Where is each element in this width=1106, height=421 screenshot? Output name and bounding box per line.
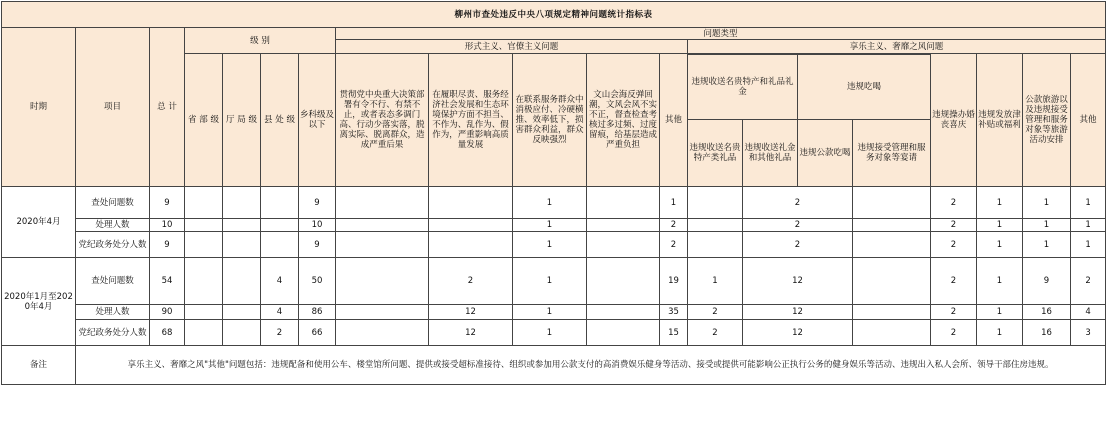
header-gift-b: 违规收送礼金和其他礼品 [743,120,798,187]
value-cell: 1 [513,320,587,346]
item-cell: 查处问题数 [76,187,150,219]
header-hedonism-allowance: 违规发放津补贴或福利 [977,54,1023,187]
value-cell: 4 [261,305,299,320]
value-cell: 66 [299,320,336,346]
value-cell: 2 [660,232,688,258]
value-cell [336,258,429,305]
value-cell: 1 [1071,187,1106,219]
value-cell: 2 [931,232,977,258]
value-cell: 12 [429,320,513,346]
value-cell: 1 [660,187,688,219]
header-formalism-4: 文山会海反弹回潮，文风会风不实不正，督查检查考核过多过频、过度留痕，给基层造成严重负担 [587,54,660,187]
value-cell [587,232,660,258]
value-cell [223,187,261,219]
value-cell: 2 [688,305,743,320]
header-hedonism-other: 其他 [1071,54,1106,187]
value-cell: 2 [660,219,688,232]
value-cell: 35 [660,305,688,320]
value-cell: 1 [977,258,1023,305]
value-cell [185,258,223,305]
note-label: 备注 [2,346,76,385]
value-cell [261,219,299,232]
header-gift-a: 违规收送名贵特产类礼品 [688,120,743,187]
value-cell [587,187,660,219]
value-cell: 1 [513,187,587,219]
value-cell [185,187,223,219]
value-cell [336,232,429,258]
value-cell [587,305,660,320]
header-formalism-2: 在履职尽责、服务经济社会发展和生态环境保护方面不担当、不作为、乱作为、假作为，严重影响高质量发展 [429,54,513,187]
value-cell [185,232,223,258]
value-cell: 54 [150,258,185,305]
value-cell [587,258,660,305]
item-cell: 处理人数 [76,305,150,320]
period-cell: 2020年4月 [2,187,76,258]
data-rows [2,187,1106,346]
value-cell [587,219,660,232]
value-cell: 1 [1023,219,1071,232]
item-cell: 处理人数 [76,219,150,232]
header-total: 总 计 [150,28,185,187]
value-cell [261,187,299,219]
header-formalism-3: 在联系服务群众中消极应付、冷硬横推、效率低下，损害群众利益，群众反映强烈 [513,54,587,187]
value-cell [853,305,931,320]
value-cell: 1 [1023,187,1071,219]
value-cell [336,219,429,232]
header-problem-type: 问题类型 [336,28,1106,40]
value-cell: 2 [261,320,299,346]
value-cell: 2 [743,232,853,258]
value-cell: 2 [931,219,977,232]
period-cell: 2020年1月至2020年4月 [2,258,76,346]
value-cell: 2 [931,320,977,346]
value-cell: 1 [513,232,587,258]
value-cell [185,320,223,346]
value-cell: 9 [150,187,185,219]
value-cell [688,232,743,258]
value-cell: 4 [261,258,299,305]
value-cell: 2 [429,258,513,305]
value-cell: 12 [429,305,513,320]
header-level-province: 省 部 级 [185,54,223,187]
value-cell: 9 [299,232,336,258]
value-cell [223,320,261,346]
item-cell: 党纪政务处分人数 [76,232,150,258]
value-cell: 10 [150,219,185,232]
value-cell: 50 [299,258,336,305]
value-cell: 1 [513,258,587,305]
table-row [2,232,1106,258]
value-cell: 1 [977,305,1023,320]
value-cell: 2 [1071,258,1106,305]
header-item: 项目 [76,28,150,187]
value-cell [688,187,743,219]
value-cell: 12 [743,258,853,305]
value-cell: 1 [977,187,1023,219]
value-cell: 68 [150,320,185,346]
value-cell: 15 [660,320,688,346]
table-row [2,258,1106,305]
value-cell [429,219,513,232]
value-cell: 2 [931,258,977,305]
value-cell: 3 [1071,320,1106,346]
statistics-sheet [1,1,1097,419]
value-cell: 1 [1071,219,1106,232]
header-level: 级 别 [185,28,336,54]
value-cell [853,232,931,258]
value-cell: 1 [513,219,587,232]
header-formalism-other: 其他 [660,54,688,187]
table-row [2,187,1106,219]
value-cell: 1 [688,258,743,305]
value-cell: 12 [743,305,853,320]
value-cell [223,258,261,305]
header-hedonism-group: 享乐主义、奢靡之风问题 [688,40,1106,54]
value-cell [853,219,931,232]
value-cell: 4 [1071,305,1106,320]
value-cell: 10 [299,219,336,232]
value-cell: 2 [743,219,853,232]
value-cell [429,232,513,258]
value-cell: 16 [1023,305,1071,320]
header-hedonism-travel: 公款旅游以及违规接受管理和服务对象等旅游活动安排 [1023,54,1071,187]
value-cell: 19 [660,258,688,305]
value-cell [223,232,261,258]
item-cell: 查处问题数 [76,258,150,305]
header-gift-group: 违规收送名贵特产和礼品礼金 [688,55,798,120]
value-cell: 2 [931,187,977,219]
value-cell: 1 [977,219,1023,232]
value-cell [223,305,261,320]
value-cell [261,232,299,258]
header-formalism-1: 贯彻党中央重大决策部署有令不行、有禁不止，或者表态多调门高、行动少落实落，脱离实际、脱离群众，造成严重后果 [336,54,429,187]
value-cell [185,219,223,232]
value-cell [853,258,931,305]
header-dining-b: 违规接受管理和服务对象等宴请 [853,120,931,187]
value-cell: 86 [299,305,336,320]
header-dining-a: 违规公款吃喝 [798,120,853,187]
header-period: 时期 [2,28,76,187]
value-cell [336,320,429,346]
header-level-county: 县 处 级 [261,54,299,187]
value-cell: 12 [743,320,853,346]
value-cell [429,187,513,219]
value-cell: 9 [1023,258,1071,305]
header-dining-group: 违规吃喝 [798,55,931,120]
value-cell [223,219,261,232]
value-cell [587,320,660,346]
value-cell: 9 [150,232,185,258]
value-cell: 2 [688,320,743,346]
value-cell [688,219,743,232]
value-cell: 90 [150,305,185,320]
value-cell: 1 [977,320,1023,346]
value-cell: 1 [1023,232,1071,258]
value-cell [853,187,931,219]
table-row [2,320,1106,346]
value-cell: 2 [743,187,853,219]
item-cell: 党纪政务处分人数 [76,320,150,346]
value-cell: 16 [1023,320,1071,346]
value-cell: 2 [931,305,977,320]
value-cell [853,320,931,346]
note-text: 享乐主义、奢靡之风"其他"问题包括：违规配备和使用公车、楼堂馆所问题、提供或接受超标准接待、组织或参加用公款支付的高消费娱乐健身等活动、接受或提供可能影响公正执行公务的健身娱乐等活动、违规出入私人会所、领导干部住房违规。 [76,346,1106,385]
value-cell: 1 [1071,232,1106,258]
table-row [2,219,1106,232]
table-title: 柳州市查处违反中央八项规定精神问题统计指标表 [2,2,1106,28]
header-hedonism-wedding: 违规操办婚丧喜庆 [931,54,977,187]
value-cell: 9 [299,187,336,219]
value-cell: 1 [513,305,587,320]
table-row [2,305,1106,320]
value-cell: 1 [977,232,1023,258]
value-cell [336,187,429,219]
header-level-township: 乡科级及以下 [299,54,336,187]
header-formalism-group: 形式主义、官僚主义问题 [336,40,688,54]
statistics-table [1,1,1106,385]
value-cell [336,305,429,320]
value-cell [185,305,223,320]
header-level-department: 厅 局 级 [223,54,261,187]
